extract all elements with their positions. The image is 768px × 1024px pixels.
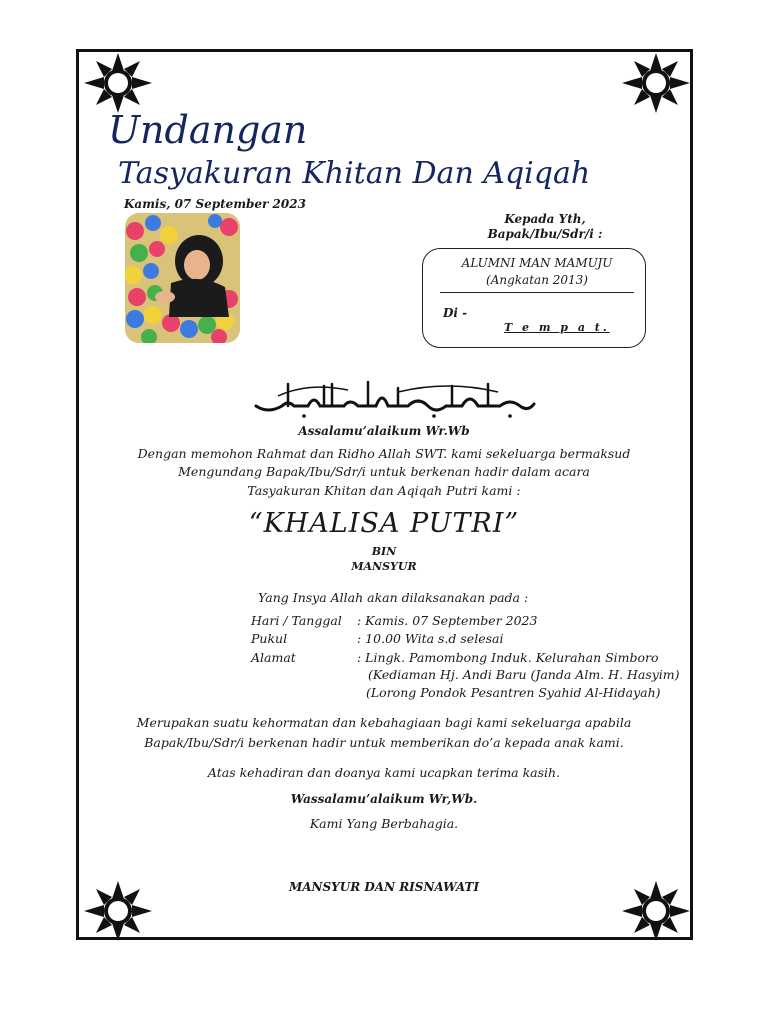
intro-line-3: Tasyakuran Khitan dan Aqiqah Putri kami : <box>247 483 521 498</box>
intro-line-1: Dengan memohon Rahmat dan Ridho Allah SWT. kami sekeluarga bermaksud <box>137 446 631 461</box>
sun-ornament-icon <box>82 52 154 114</box>
child-name: “KHALISA PUTRI” <box>248 508 520 539</box>
schedule-label-date: Hari / Tanggal <box>251 613 342 628</box>
bin-label: BIN <box>371 545 397 558</box>
signature: MANSYUR DAN RISNAWATI <box>288 880 480 894</box>
child-photo <box>125 213 240 343</box>
intro-line-2: Mengundang Bapak/Ibu/Sdr/i untuk berkenan hadir dalam acara <box>178 464 590 479</box>
schedule-value-date: : Kamis. 07 September 2023 <box>357 613 538 628</box>
sun-ornament-icon <box>620 52 692 114</box>
salam-closing: Wassalamu’alaikum Wr,Wb. <box>290 792 478 806</box>
schedule-value-time: : 10.00 Wita s.d selesai <box>357 631 504 646</box>
schedule-label-address: Alamat <box>251 650 296 665</box>
recipient-group: (Angkatan 2013) <box>486 273 588 287</box>
recipient-di: Di - <box>443 306 468 320</box>
salam-opening: Assalamu’alaikum Wr.Wb <box>298 424 470 438</box>
recipient-divider <box>440 292 634 293</box>
recipient-greeting <box>470 212 620 242</box>
schedule-value-address: : Lingk. Pamombong Induk. Kelurahan Simboro <box>357 650 659 665</box>
closing-line-1: Merupakan suatu kehormatan dan kebahagiaan bagi kami sekeluarga apabila <box>136 715 632 730</box>
invitation-subtitle: Tasyakuran Khitan Dan Aqiqah <box>118 156 591 191</box>
invitation-title: Undangan <box>108 108 308 152</box>
recipient-greeting-line1: Kepada Yth, <box>504 212 586 226</box>
father-name: MANSYUR <box>351 560 417 573</box>
address-line-3: (Lorong Pondok Pesantren Syahid Al-Hidayah) <box>366 685 661 700</box>
recipient-tempat: T e m p a t. <box>504 321 610 334</box>
schedule-label-time: Pukul <box>251 631 288 646</box>
happy-line: Kami Yang Berbahagia. <box>309 816 459 831</box>
thanks-line: Atas kehadiran dan doanya kami ucapkan terima kasih. <box>207 765 561 780</box>
schedule-intro: Yang Insya Allah akan dilaksanakan pada : <box>258 590 529 605</box>
recipient-name: ALUMNI MAN MAMUJU <box>461 256 613 270</box>
basmala-calligraphy-icon <box>248 376 538 420</box>
child-photo-image <box>125 213 240 343</box>
recipient-greeting-line2: Bapak/Ibu/Sdr/i : <box>487 227 603 241</box>
address-line-2: (Kediaman Hj. Andi Baru (Janda Alm. H. Hasyim) <box>368 667 680 682</box>
event-date: Kamis, 07 September 2023 <box>124 197 306 211</box>
closing-line-2: Bapak/Ibu/Sdr/i berkenan hadir untuk memberikan do’a kepada anak kami. <box>144 735 624 750</box>
